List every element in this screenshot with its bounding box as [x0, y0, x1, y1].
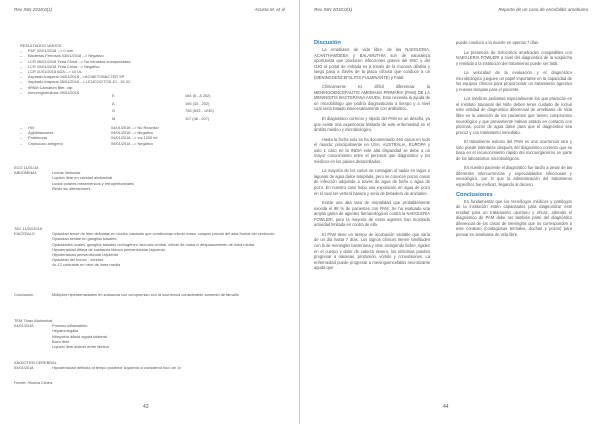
angio-title: ANGIOTEM CEREBRAL [14, 360, 57, 365]
immuno-row: M 117 (48 - 207) [112, 115, 210, 121]
immuno-row: E 164 (8 - A 252) [112, 93, 211, 98]
eco-section [14, 165, 284, 191]
test-row: – Aglutinaciones 04/01/2018 --> Negativo [20, 130, 153, 136]
angio-date: 04/01/2018 [14, 365, 34, 371]
immuno-table [112, 93, 272, 123]
eco-title: ECO 11/01/18 [14, 165, 39, 170]
tests-table [20, 125, 280, 146]
tem-line: Líquido libre abierto entre lámina [52, 344, 109, 350]
results-item: – LCR 10/01/2018 Tinta China --> Negativo [20, 63, 100, 69]
results-item: – rtPAM Carnatum Bife, clip [20, 84, 73, 90]
tem-line: Nitropatía difusa aguda bilateral [52, 333, 107, 339]
discussion-paragraph: El diagnóstico correcto y rápido del PAM es un desafío, ya que existe una experiencia limitada de este enfermedad en el ámbito médico y microbiológico. [314, 116, 430, 133]
discussion-paragraph: Hasta la fecha solo se ha documentado 440 casos en todo el mundo: principalmente en USA, AUSTRALIA, EUROPA y solo 1 caso en la INDIA este alta disparidad se debe a un mayor conocimiento entre el personal que diagnóstico y los médicos en los países desarrollados. [314, 136, 430, 164]
results-item: – Bacterias Ferrosas 03/01/2018 --> Negativo [20, 53, 104, 59]
right-header-title: Reporte de un caso de encefalitis amebiana [498, 7, 588, 12]
left-header-authors: Acosta M, et al [254, 7, 285, 12]
angio-text: Hipodensidad definida al tempo posterior izquierdo a considerar foco de 1x [52, 365, 182, 371]
discussion-paragraph: La mayoría de los casos se contagian al nadar en lagos o lagunas de agua dulce templada, pero se conocen pocos casos de infección adquirida a través de agua de baño o agua de pozo. En nuestro caso hubo una exposición en agua de pozo en el cual ser verterá basura y seria de bebedero de animales. [314, 168, 430, 196]
tem-line: Proceso inflamatorio [52, 323, 88, 329]
tem-line: Hepatomegalia [52, 328, 79, 334]
tac-label: ENCEFALO [14, 231, 35, 237]
tac-line: Hipodensidad difusa de sustancia blanca periventricular izquierdo [52, 246, 166, 252]
angio-section [14, 360, 284, 370]
tem-line: Bazo libre [52, 338, 70, 344]
discussion-paragraph: La Amebiasis de vida libre, de las NAEGLERIA, ACANTHAMOEBA y BALAMUTHIA son de naturaleza oportunista que producen infecciones graves del SNC y del OJO el portal de entrada es a través de la mucosa olfativa y luego pasa a través de la placa cribosa que conduce a un (MENINGOENCEFALITIS FULMINANTE) y Fatal. [314, 47, 430, 80]
discussion-paragraph: Existe una alta tasa de mortalidad que probablemente exceda el 98 % de pacientes con PAM. Se ha evaluado una amplia gama de agentes farmacológicos contra la NAEGLERIA FOWLERI, pero la mayoría de estos agentes han mostrado actividad limitada en contra de ella. [314, 200, 430, 228]
tem-date: 04/01/2018 [14, 323, 34, 329]
discussion-heading: Discusión [314, 40, 341, 46]
tac-section [14, 226, 284, 268]
test-row: – Criptococo antígeno 09/01/2018 --> Negativo [20, 140, 153, 146]
results-item: – LCR 11/01/2018 ADA --> 10 UL [20, 69, 83, 75]
right-page [300, 0, 600, 424]
eco-line: Líneas Vesicular [52, 170, 81, 176]
eco-line: Resto sin alteraciones [52, 185, 91, 191]
tac-title: TAC 11/02/2018 [14, 226, 42, 231]
left-header-journal: Rev INN 2018;0(1) [14, 7, 53, 12]
right-header-journal: Rev INN 2018;0(1) [314, 7, 353, 12]
conclusion-row [14, 292, 284, 297]
discussion-paragraph: El tratamiento exitoso del PAM es una ocurrencia rara y solo puede intentarse después del diagnóstico correcto que se basa en el reconocimiento rápido del microorganismo en parte de los laboratorios microbiológicos. [456, 139, 572, 161]
test-row: – HIV 04/01/2018 --> No Reactivo [20, 125, 159, 130]
discussion-paragraph: La velocidad de la evaluación y el diagnóstico microbiológico jueguen un papel importante en la capacidad de los equipos clínicos para proporcionar un tratamiento agresivo y nuevas terapias para el paciente. [456, 70, 572, 92]
tac-line: Opacidades ovales, ganglios basales homogéneo necrosis central, efecto de masa c/ desplazamiento de línea media [52, 241, 255, 247]
tac-line: 4o-12 contraste en nivel de línea media [52, 262, 121, 268]
tem-section [14, 318, 284, 349]
eco-line: Lodos polares mesentéricos y retroperitoneales [52, 180, 134, 186]
tac-line: Opacidad tenue de bien definidas en núcleo caudado que condicionan efecto masa, colapso parcial del asta frontal del ventrículo [52, 231, 275, 237]
right-column-1 [314, 40, 430, 275]
right-column-2 [456, 40, 572, 241]
results-item: – LCR 06/01/2018 Tinta China --> No cerradas encapsuladas [20, 58, 131, 64]
tac-line: Opacidad similar en ganglios basales [52, 236, 117, 242]
discussion-paragraph: La presencia de trofozoítos ameboides compatibles con NAEGLERIA FOWLERI a nivel del diagnóstico de la sospecha y remitida a la institución del tratamiento puede ser fatal. [456, 49, 572, 66]
tac-line: Opacidad del tronco - cerebro [52, 257, 104, 263]
table-source: Fuente: Historia Clínica [14, 381, 53, 385]
immuno-row: A 106 (33 - 202) [112, 100, 210, 106]
tem-title: TEM Tórax Abdominal [14, 318, 53, 323]
conclusion-label: Conclusión [14, 292, 34, 297]
tac-line: Hipodensidad periventricular izquierdo [52, 252, 119, 258]
left-page-number: 43 [143, 404, 149, 410]
discussion-continuation: puede conducir a la muerte en apenas 7 días. [456, 40, 540, 45]
results-item: – Aspirado traqueal 06/01/2018 --> LEUCOCITOS 10 - 15 XC [20, 79, 131, 85]
results-item: – Aspirado traqueal 04/01/2018 -->ACINETOBACTER SP [20, 74, 125, 80]
test-row: – Proteinuria 04/01/2018 --> vol 1200 ml [20, 135, 158, 141]
results-title: RESULTADOS VARIOS [20, 43, 62, 48]
discussion-paragraph: Los médicos pediatras especialmente los que practican en el Instituto Nacional del Niño deben tener cuidado de incluir este entidad de diagnóstico diferencial de amebiasis de Vida libre en la atención de los pacientes que tienen compromiso neurológico y que previamente habían estado en contacto con piscinas, pozos de agua dulce para que el diagnóstico sea precoz y con tratamiento inmediato. [456, 96, 572, 135]
discussion-paragraph: El PAM tiene un tiempo de incubación variable que varía de un día hasta 7 días. Los signos clínicos tienen similitudes con la de meningitis bacteriana y viral, incluyendo fiebre, rigidez en el cuerpo y dolor de cabeza severo, los síntomas pueden progresar a náuseas, protrusión, vómito y convulsiones. La enfermedad puede progresar a meningoencefalitis necrotizante aguda que [314, 231, 430, 271]
results-item: – PDF 02/01/2018 --> 0 mm [20, 48, 74, 54]
immuno-row: G 748 (533 - 1230) [112, 108, 214, 113]
right-page-number: 44 [443, 404, 449, 410]
eco-line: Líquido libre en cavidad abdominal [52, 175, 113, 181]
conclusions-paragraph: En fundamental que los tecnólogos médicos y patólogos de la institución estén capacitados para diagnosticar este entidad para un tratamiento oportuno y eficaz, además el diagnóstico de PAM debe ser también parte del diagnóstico diferencial de los casos de Meningitis que no corresponden a este contexto (contagiosas termales, duchas y pozos) para pensar en amebiasis de vida libre. [456, 198, 572, 237]
conclusion-text: Múltiples hiperdensidades en sustancia con compromiso con la ocurrencia considerable aumento de tamaño [52, 292, 240, 297]
results-item: – Inmunoglobulinas 09/01/2018 [20, 89, 80, 95]
eco-label: ABDOMINAL [14, 170, 37, 176]
results-block [20, 43, 280, 95]
conclusions-heading: Conclusiones [456, 191, 493, 198]
discussion-paragraph: Clínicamente es difícil diferenciar la MENINGOENCEFALITIS AMEBIANA PRIMARIA (PAM) DE LA MENINGITIS BACTERIANA AGUDA. Esto necesita la ayuda de un microbiólogo que podría diagnosticarlo a tiempo y a nivel cual sería tratado innecesariamente con antibiótico. [314, 84, 430, 112]
discussion-paragraph: En nuestro paciente el diagnóstico fue tardío a pesar de las diferentes intercurrencias y especialidades infecciosas y neurológico, por lo que la administración del tratamiento específico fue ineficaz, llegando al deceso. [456, 165, 572, 188]
